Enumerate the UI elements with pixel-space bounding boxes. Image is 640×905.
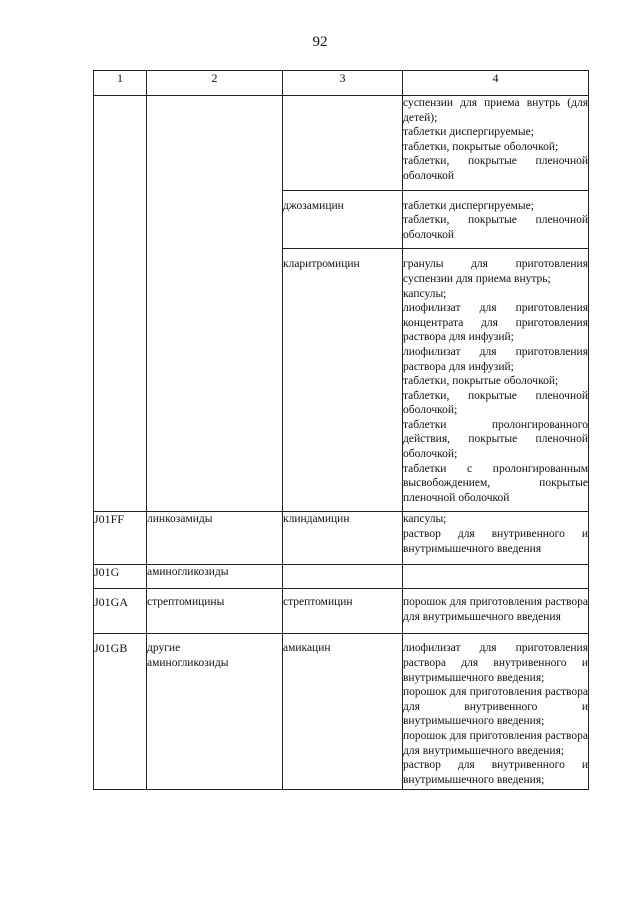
dosage-form: капсулы; bbox=[403, 513, 447, 526]
dosage-form: порошок для приготовления раствора для внутривенного и внутримышечного введения; bbox=[403, 686, 588, 728]
dosage-form: таблетки, покрытые пленочной оболочкой bbox=[403, 214, 588, 241]
dosage-form: таблетки с пролонгированным высвобождением, покрытые пленочной оболочкой bbox=[403, 462, 588, 504]
dosage-form: суспензии для приема внутрь (для детей); bbox=[403, 97, 588, 124]
table-row bbox=[94, 96, 589, 191]
dosage-forms-cell bbox=[403, 634, 589, 790]
dosage-forms-cell bbox=[403, 589, 589, 634]
dosage-form: раствор для внутривенного и внутримышечного введения; bbox=[403, 759, 588, 786]
dosage-form: гранулы для приготовления суспензии для приема внутрь; bbox=[403, 258, 588, 285]
dosage-form: таблетки, покрытые пленочной оболочкой; bbox=[403, 389, 588, 417]
dosage-form: порошок для приготовления раствора для внутримышечного введения bbox=[403, 596, 588, 623]
inn-cell bbox=[283, 96, 403, 191]
dosage-forms-cell bbox=[403, 249, 589, 512]
table-row bbox=[94, 565, 589, 589]
group-cell: другие аминогликозиды bbox=[147, 634, 283, 790]
dosage-form: лиофилизат для приготовления раствора для внутривенного и внутримышечного введения; bbox=[403, 642, 588, 684]
table-row bbox=[94, 589, 589, 634]
dosage-form: таблетки пролонгированного действия, покрытые пленочной оболочкой; bbox=[403, 418, 588, 461]
inn-cell: амикацин bbox=[283, 634, 403, 790]
atc-code-cell: J01G bbox=[94, 565, 147, 589]
group-cell: стрептомицины bbox=[147, 589, 283, 634]
dosage-form: капсулы; bbox=[403, 287, 447, 300]
dosage-forms-cell bbox=[403, 565, 589, 589]
atc-code-cell: J01GA bbox=[94, 589, 147, 634]
table-row bbox=[94, 512, 589, 565]
inn-cell: джозамицин bbox=[283, 190, 403, 249]
table-row bbox=[94, 634, 589, 790]
dosage-forms-cell bbox=[403, 96, 589, 191]
dosage-form: лиофилизат для приготовления концентрата для приготовления раствора для инфузий; bbox=[403, 302, 588, 344]
atc-code-cell: J01FF bbox=[94, 512, 147, 565]
atc-code-cell bbox=[94, 96, 147, 512]
group-cell: линкозамиды bbox=[147, 512, 283, 565]
dosage-forms-cell bbox=[403, 512, 589, 565]
dosage-form: порошок для приготовления раствора для внутримышечного введения; bbox=[403, 729, 588, 757]
atc-code-cell: J01GB bbox=[94, 634, 147, 790]
drug-table bbox=[93, 70, 589, 790]
inn-cell: клиндамицин bbox=[283, 512, 403, 565]
dosage-form: таблетки диспергируемые; bbox=[403, 126, 534, 139]
dosage-forms-cell bbox=[403, 190, 589, 249]
dosage-form: таблетки, покрытые оболочкой; bbox=[403, 140, 559, 153]
dosage-form: таблетки диспергируемые; bbox=[403, 199, 534, 212]
table-header-row bbox=[94, 71, 589, 96]
column-header-2: 2 bbox=[147, 71, 283, 96]
page-number: 92 bbox=[312, 34, 328, 50]
column-header-4: 4 bbox=[403, 71, 589, 96]
column-header-1: 1 bbox=[94, 71, 147, 96]
dosage-form: таблетки, покрытые оболочкой; bbox=[403, 375, 559, 388]
column-header-3: 3 bbox=[283, 71, 403, 96]
inn-cell bbox=[283, 565, 403, 589]
dosage-form: раствор для внутривенного и внутримышечного введения bbox=[403, 528, 588, 555]
group-cell bbox=[147, 96, 283, 512]
inn-cell: кларитромицин bbox=[283, 249, 403, 512]
dosage-form: лиофилизат для приготовления раствора для инфузий; bbox=[403, 345, 588, 373]
dosage-form: таблетки, покрытые пленочной оболочкой bbox=[403, 155, 588, 182]
inn-cell: стрептомицин bbox=[283, 589, 403, 634]
group-cell: аминогликозиды bbox=[147, 565, 283, 589]
